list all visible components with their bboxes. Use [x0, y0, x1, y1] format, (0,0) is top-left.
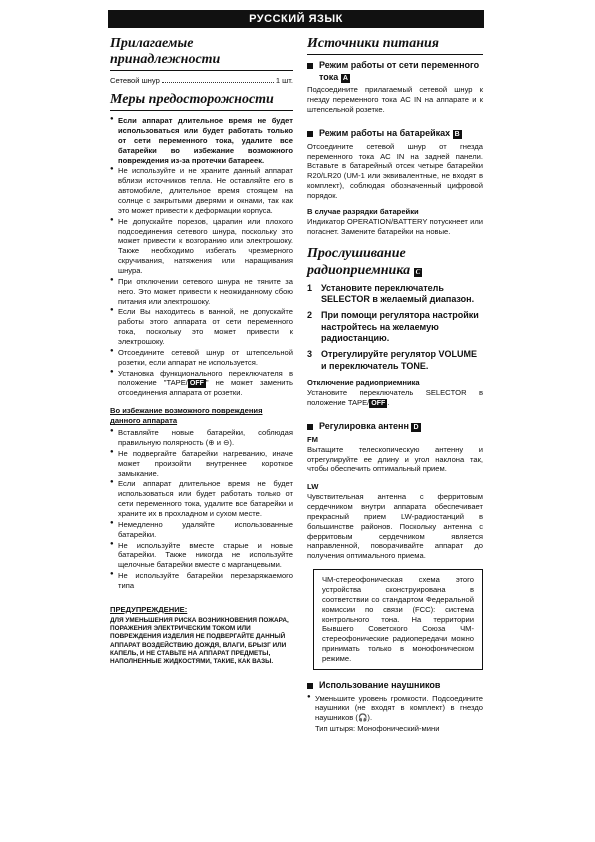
square-bullet-icon — [307, 63, 313, 69]
accessories-heading: Прилагаемые принадлежности — [110, 36, 293, 71]
precautions-list — [110, 116, 293, 398]
dot-leader — [162, 77, 274, 83]
list-item: ● Если аппарат длительное время не будет использоваться или будет работать только от сети переменного тока, удалите все батарейки во избежание возможного повреждения из-за протечки батареек. — [110, 116, 293, 165]
accessories-line — [110, 76, 293, 86]
accessory-qty: 1 шт. — [275, 76, 293, 86]
antenna-heading — [307, 421, 483, 433]
headphones-title: Использование наушников — [319, 679, 441, 690]
radio-off-body: Установите переключатель SELECTOR в положение TAPE/ — [307, 388, 483, 408]
list-item: ● Не допускайте порезов, царапин или плохого подсоединения сетевого шнура, поскольку это может привести к возгоранию или электрошоку. Также необходимо избегать чрезмерного скручивания, натяжения или наращивания шнура. — [110, 217, 293, 276]
radio-steps — [307, 283, 483, 373]
tape-text-pre: Установка функционального переключателя в положение "TAPE/ — [118, 368, 293, 388]
square-bullet-icon — [307, 424, 313, 430]
radio-off-text — [307, 388, 483, 408]
ac-title: Режим работы от сети переменного тока — [319, 60, 480, 82]
step-number: 2 — [307, 310, 313, 321]
off-badge: OFF — [371, 400, 386, 408]
warning-heading: ПРЕДУПРЕЖДЕНИЕ: — [110, 604, 188, 614]
headphones-heading — [307, 680, 483, 692]
figure-badge: B — [454, 131, 460, 139]
list-item: ● Если аппарат длительное время не будет использоваться или будет работать только от сети переменного тока, удалите все батарейки и храните их в прохладном и сухом месте. — [110, 479, 293, 518]
list-item: ● Отсоедините сетевой шнур от штепсельной розетки, если аппарат не используется. — [110, 348, 293, 368]
battery-heading: Во избежание возможного повреждения данного аппарата — [110, 406, 263, 426]
low-battery-text: Индикатор OPERATION/BATTERY потускнеет или погаснет. Замените батарейки на новые. — [307, 216, 483, 236]
power-heading: Источники питания — [307, 36, 483, 55]
step-number: 1 — [307, 282, 313, 293]
plug-type: Тип штыря: Монофонический-мини — [315, 724, 440, 734]
figure-badge: A — [342, 74, 348, 82]
step-item — [307, 283, 483, 306]
square-bullet-icon — [307, 683, 313, 689]
lw-label: LW — [307, 482, 319, 492]
ac-heading — [307, 60, 483, 83]
radio-off-dot: . — [387, 398, 390, 408]
step-text: Установите переключатель SELECTOR в желаемый диапазон. — [321, 282, 475, 305]
step-item — [307, 349, 483, 372]
off-badge: OFF — [189, 380, 204, 388]
square-bullet-icon — [307, 131, 313, 137]
list-item-tape-off — [110, 369, 293, 399]
radio-title: Прослушивание радиоприемника — [307, 246, 411, 278]
battery-list — [110, 428, 293, 591]
ac-text: Подсоедините прилагаемый сетевой шнур к гнезду переменного тока AC IN на аппарате и к штепсельной розетке. — [307, 85, 483, 115]
battery-mode-title: Режим работы на батарейках — [319, 128, 451, 139]
list-item: ● Если Вы находитесь в ванной, не допускайте работы этого аппарата от сети переменного тока, поскольку это может привести к электрошоку. — [110, 307, 293, 346]
step-text: Отрегулируйте регулятор VOLUME и переключатель TONE. — [321, 349, 478, 371]
list-item: ● Не используйте и не храните данный аппарат вблизи источников тепла. Не оставляйте его в автомобиле, длительное время стоящем на солнце с закрытыми дверями и окнами, так как это может привести к деформации корпуса. — [110, 166, 293, 215]
accessory-item: Сетевой шнур — [110, 76, 160, 86]
language-banner: РУССКИЙ ЯЗЫК — [108, 10, 484, 28]
headphones-list — [307, 694, 483, 724]
radio-off-heading: Отключение радиоприемника — [307, 378, 420, 388]
precautions-heading: Меры предосторожности — [110, 92, 293, 111]
step-number: 3 — [307, 349, 313, 360]
lw-text: Чувствительная антенна с ферритовым сердечником внутри аппарата обеспечивает прекрасный прием LW-радиостанций в большинстве районов. Поскольку антенна с ферритовым сердечником является направленной, поворачивайте аппарат до получения оптимального приема. — [307, 492, 483, 561]
list-item: ● Не подвергайте батарейки нагреванию, иначе может произойти внутреннее короткое замыкание. — [110, 449, 293, 479]
figure-badge: C — [415, 267, 421, 276]
antenna-title: Регулировка антенн — [319, 421, 409, 432]
list-item: ● Не используйте батарейки перезаряжаемого типа — [110, 571, 293, 591]
list-item: ● Не используйте вместе старые и новые батарейки. Также никогда не используйте щелочные батарейки вместе с марганцевыми. — [110, 541, 293, 571]
right-column — [307, 36, 483, 734]
list-item: ● Вставляйте новые батарейки, соблюдая правильную полярность (⊕ и ⊖). — [110, 428, 293, 448]
low-battery-heading: В случае разрядки батарейки — [307, 206, 419, 216]
list-item: ● При отключении сетевого шнура не тяните за него. Это может привести к неожиданному сбою питания или электрошоку. — [110, 277, 293, 307]
tape-text-post: " не может заменить отсоединения аппарата от розетки. — [118, 378, 293, 398]
warning-text: ДЛЯ УМЕНЬШЕНИЯ РИСКА ВОЗНИКНОВЕНИЯ ПОЖАРА, ПОРАЖЕНИЯ ЭЛЕКТРИЧЕСКИМ ТОКОМ ИЛИ ПОВРЕЖДЕНИЯ ИЗДЕЛИЯ НЕ ПОДВЕРГАЙТЕ ДАННЫЙ АППАРАТ ВОЗДЕЙСТВИЮ ДОЖДЯ, ВЛАГИ, БРЫЗГ ИЛИ КАПЕЛЬ, И НЕ СТАВЬТЕ НА АППАРАТ ПРЕДМЕТЫ, НАПОЛНЕННЫЕ ЖИДКОСТЯМИ, ТАКИЕ, КАК ВАЗЫ. — [110, 616, 289, 666]
battery-mode-text: Отсоедините сетевой шнур от гнезда переменного тока AC IN на задней панели. Вставьте в батарейный отсек четыре батарейки R20/LR20 (UM-1 или эквивалентные, не входят в комплект), соблюдая обозначенный цифровой порядок. — [307, 141, 483, 201]
step-text: При помощи регулятора настройки настройтесь на желаемую радиостанцию. — [321, 310, 479, 344]
battery-mode-heading — [307, 128, 483, 140]
fm-stereo-note: ЧМ-стереофоническая схема этого устройства сконструирована в соответствии со стандартом Федеральной комиссии по связи (FCC): система контрольного тона. На территории Бывшего Советского Союза ЧМ-стереофонические радиопередачи можно принимать только в монофоническом режиме. — [313, 569, 483, 670]
step-item — [307, 310, 483, 345]
left-column — [110, 36, 293, 667]
fm-label: FM — [307, 434, 318, 444]
fm-text: Вытащите телескопическую антенну и отрегулируйте ее длину и угол наклона так, чтобы обеспечить оптимальный прием. — [307, 444, 483, 474]
list-item: ● Немедленно удаляйте использованные батарейки. — [110, 520, 293, 540]
list-item: ● Уменьшите уровень громкости. Подсоедините наушники (не входят в комплект) в гнездо наушников (🎧). — [307, 694, 483, 724]
radio-heading — [307, 246, 483, 278]
figure-badge: D — [413, 424, 419, 432]
